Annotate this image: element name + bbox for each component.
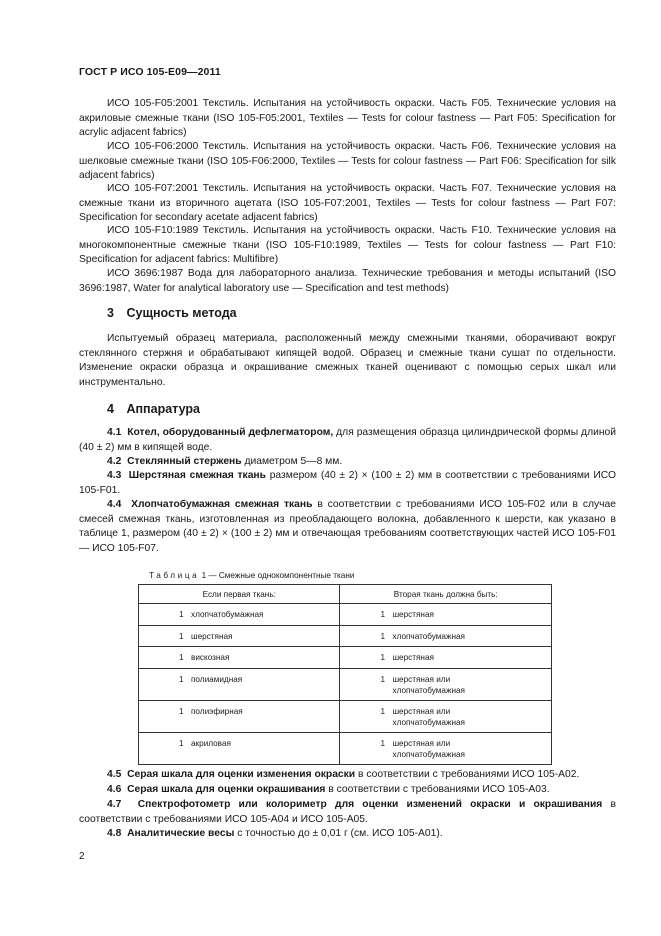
clause-text: в соответствии с требованиями ИСО 105-F02 или в случае смесей смежная ткань, изготовленная из преобладающего волокна, добавленного к шерсти, как указано в таблице 1, размером (40 ± 2) × (100 ± 2) мм и отвечающая требованиям соответствующих частей ИСО 105-F01 — ИСО 105-F07. <box>79 499 616 554</box>
cell-number: 1 <box>179 610 184 619</box>
table-caption-word: Таблица <box>149 571 200 580</box>
table-caption <box>149 571 354 580</box>
cell-text: хлопчатобумажная <box>392 718 465 728</box>
cell-text: акриловая <box>191 738 231 748</box>
section-title: Сущность метода <box>126 306 237 320</box>
cell-number: 1 <box>380 674 386 684</box>
clause-text: диаметром 5—8 мм. <box>241 456 343 467</box>
clause-item <box>79 798 616 827</box>
clause-term: Котел, оборудованный дефлегматором, <box>127 427 334 438</box>
clause-term: Хлопчатобумажная смежная ткань <box>131 499 313 510</box>
clause-text: в соответствии с требованиями ИСО 105-A02. <box>355 769 580 780</box>
cell-text: шерстяная или <box>392 706 451 716</box>
cell-text: хлопчатобумажная <box>392 750 465 760</box>
cell-text: полиамидная <box>191 674 243 684</box>
table-cell <box>340 647 552 669</box>
table-header-row <box>139 585 552 604</box>
cell-number: 1 <box>179 738 184 748</box>
section-number: 3 <box>107 306 114 320</box>
clause-term: Стеклянный стержень <box>127 456 242 467</box>
clause-term: Шерстяная смежная ткань <box>128 470 266 481</box>
clause-number: 4.2 <box>107 456 122 467</box>
section-body: Испытуемый образец материала, расположенный между смежными тканями, оборачивают вокруг стеклянного стержня и обрабатывают кипящей водой. Образец и смежные ткани сушат по отдельности. Изменение окраски образца и окрашивание смежных тканей оценивают с помощью серых шкал или инструментально. <box>79 333 616 388</box>
cell-number: 1 <box>380 631 386 641</box>
cell-text: шерстяная <box>392 610 434 619</box>
clause-item <box>79 469 616 498</box>
clause-text: в соответствии с требованиями ИСО 105-A04 и ИСО 105-A05. <box>79 799 616 825</box>
section-heading <box>107 402 200 416</box>
clause-item <box>79 827 616 842</box>
table-cell <box>340 625 552 647</box>
table-row <box>139 732 552 764</box>
cell-text: полиэфирная <box>191 706 243 716</box>
cell-text: шерстяная или <box>392 674 451 684</box>
table-row <box>139 647 552 669</box>
clause-number: 4.7 <box>107 799 122 810</box>
clause-number: 4.4 <box>107 499 122 510</box>
clause-term: Серая шкала для оценки изменения окраски <box>127 769 356 780</box>
clause-number: 4.8 <box>107 828 122 839</box>
adjacent-fabrics-table <box>138 584 552 765</box>
table-row <box>139 668 552 700</box>
cell-text: хлопчатобумажная <box>392 631 465 641</box>
reference-item: ИСО 105-F07:2001 Текстиль. Испытания на устойчивость окраски. Часть F07. Технические условия на смежные ткани из вторичного ацетата (ISO 105-F07:2001, Textiles — Tests for colour fastness — Part F07: Specification for secondary acetate adjacent fabrics) <box>79 183 616 224</box>
clause-text: с точностью до ± 0,01 г (см. ИСО 105-A01). <box>234 828 443 839</box>
reference-item: ИСО 105-F05:2001 Текстиль. Испытания на устойчивость окраски. Часть F05. Технические условия на акриловые смежные ткани (ISO 105-F05:2001, Textiles — Tests for colour fastness — Part F05: Specification for acrylic adjacent fabrics) <box>79 98 616 139</box>
table-cell <box>139 732 340 764</box>
table-cell <box>340 604 552 626</box>
clause-item <box>79 498 616 556</box>
clause-number: 4.1 <box>107 427 122 438</box>
cell-number: 1 <box>380 706 386 716</box>
cell-number: 1 <box>179 706 184 716</box>
table-cell <box>340 732 552 764</box>
cell-text: шерстяная <box>392 653 434 663</box>
table-header-cell: Если первая ткань: <box>139 585 340 604</box>
clause-text: для размещения образца цилиндрической формы длиной (40 ± 2) мм в кипящей воде. <box>79 427 616 453</box>
cell-number: 1 <box>380 610 386 619</box>
section-number: 4 <box>107 402 114 416</box>
reference-item: ИСО 3696:1987 Вода для лабораторного анализа. Технические требования и методы испытаний (ISO 3696:1987, Water for analytical laboratory use — Specification and test methods) <box>79 268 616 294</box>
cell-number: 1 <box>179 631 184 641</box>
reference-item: ИСО 105-F10:1989 Текстиль. Испытания на устойчивость окраски. Часть F10. Технические условия на многокомпонентные смежные ткани (ISO 105-F10:1989, Textiles — Tests for colour fastness — Part F10: Specification for adjacent fabrics: Multifibre) <box>79 225 616 266</box>
reference-item: ИСО 105-F06:2000 Текстиль. Испытания на устойчивость окраски. Часть F06. Технические условия на шелковые смежные ткани (ISO 105-F06:2000, Textiles — Tests for colour fastness — Part F06: Specification for silk adjacent fabrics) <box>79 141 616 182</box>
clause-term: Аналитические весы <box>127 828 235 839</box>
clause-term: Серая шкала для оценки окрашивания <box>127 784 326 795</box>
clause-number: 4.6 <box>107 784 122 795</box>
cell-text: шерстяная <box>191 631 233 641</box>
cell-text: хлопчатобумажная <box>191 610 264 619</box>
cell-text: хлопчатобумажная <box>392 686 465 696</box>
section-title: Аппаратура <box>126 402 200 416</box>
table-row <box>139 625 552 647</box>
clause-number: 4.3 <box>107 470 122 481</box>
table-cell <box>139 625 340 647</box>
table-cell <box>139 700 340 732</box>
table-cell <box>340 700 552 732</box>
cell-number: 1 <box>380 738 386 748</box>
table-header-cell: Вторая ткань должна быть: <box>340 585 552 604</box>
document-header: ГОСТ Р ИСО 105-E09—2011 <box>79 66 221 78</box>
clause-item <box>79 455 616 470</box>
cell-number: 1 <box>179 674 184 684</box>
table-cell <box>139 604 340 626</box>
clause-number: 4.5 <box>107 769 122 780</box>
cell-text: шерстяная или <box>392 738 451 748</box>
page-number: 2 <box>79 851 85 862</box>
table-row <box>139 604 552 626</box>
clause-text: размером (40 ± 2) × (100 ± 2) мм в соответствии с требованиями ИСО 105-F01. <box>79 470 616 496</box>
cell-number: 1 <box>179 653 184 663</box>
table-cell <box>139 668 340 700</box>
cell-number: 1 <box>380 653 386 663</box>
clause-term: Спектрофотометр или колориметр для оценки изменений окраски и окрашивания <box>137 799 603 810</box>
table-row <box>139 700 552 732</box>
table-cell <box>340 668 552 700</box>
table-caption-text: 1 — Смежные однокомпонентные ткани <box>201 571 355 580</box>
clause-text: в соответствии с требованиями ИСО 105-A03. <box>325 784 550 795</box>
table-cell <box>139 647 340 669</box>
clause-item <box>79 426 616 455</box>
cell-text: вискозная <box>191 653 230 663</box>
clause-item <box>79 783 616 798</box>
clause-item <box>79 768 616 783</box>
section-heading <box>107 306 237 320</box>
